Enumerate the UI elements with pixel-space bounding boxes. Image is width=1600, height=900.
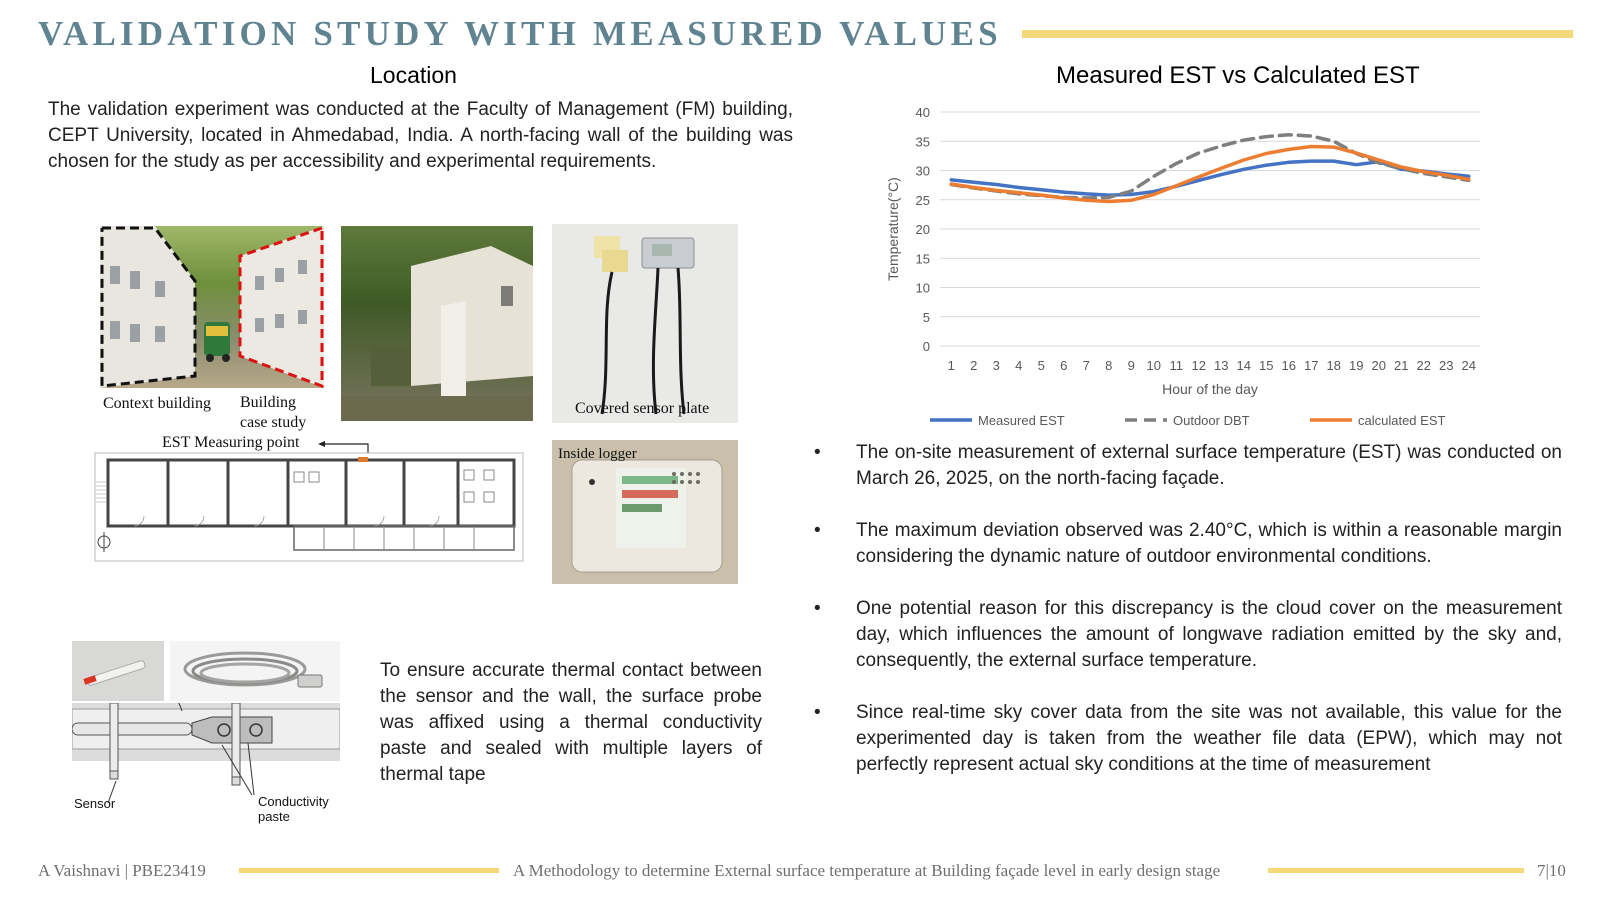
y-tick-label: 5	[922, 309, 930, 325]
finding-item	[812, 596, 1562, 674]
x-tick-label: 22	[1416, 358, 1431, 373]
footer-rule-right	[1268, 868, 1524, 873]
finding-item	[812, 518, 1562, 570]
context-building-label: Context building	[103, 395, 211, 412]
building-case-label-line2: case study	[240, 414, 307, 431]
location-heading: Location	[370, 62, 457, 88]
x-axis-label: Hour of the day	[1162, 381, 1258, 397]
finding-text: The on-site measurement of external surface temperature (EST) was conducted on March 26, 2025, on the north-facing façade.	[856, 442, 1562, 489]
x-tick-label: 21	[1394, 358, 1409, 373]
bullet-icon: •	[814, 702, 821, 723]
est-measuring-point-label: EST Measuring point	[162, 434, 300, 451]
covered-sensor-plate-label: Covered sensor plate	[575, 400, 710, 417]
x-tick-label: 7	[1082, 358, 1090, 373]
conductivity-paste-label-line2: paste	[258, 809, 290, 824]
legend-label: calculated EST	[1358, 413, 1446, 428]
finding-text: One potential reason for this discrepancy is the cloud cover on the measurement day, which influences the amount of longwave radiation emitted by the sky and, consequently, the external surface temperature.	[856, 598, 1562, 671]
y-tick-label: 20	[915, 222, 930, 237]
footer-subtitle: A Methodology to determine External surface temperature at Building façade level in early design stage	[513, 861, 1221, 880]
y-tick-label: 35	[915, 134, 930, 150]
x-tick-label: 19	[1349, 358, 1364, 373]
x-tick-label: 18	[1326, 358, 1341, 373]
finding-text: Since real-time sky cover data from the site was not available, this value for the experimented day is taken from the weather file data (EPW), which may not perfectly represent actual sky conditions at the time of measurement	[856, 702, 1562, 775]
x-tick-label: 11	[1169, 358, 1183, 373]
bullet-icon: •	[814, 520, 821, 541]
x-tick-label: 23	[1439, 358, 1454, 373]
building-case-label-line1: Building	[240, 394, 297, 411]
x-tick-label: 5	[1037, 358, 1045, 373]
page-number: 7|10	[1537, 861, 1566, 880]
y-tick-label: 10	[915, 280, 930, 296]
x-tick-label: 4	[1015, 358, 1023, 373]
bullet-icon: •	[814, 598, 821, 619]
y-tick-label: 15	[915, 251, 930, 267]
line-chart	[880, 100, 1520, 440]
x-tick-label: 24	[1461, 358, 1476, 373]
y-tick-label: 25	[915, 192, 930, 208]
y-tick-label: 0	[922, 339, 930, 354]
north-wall-photo	[341, 226, 533, 421]
inside-logger-label: Inside logger	[558, 446, 637, 462]
location-paragraph: The validation experiment was conducted at the Faculty of Management (FM) building, CEPT University, located in Ahmedabad, India. A north-facing wall of the building was chosen for the study as per accessibility and experimental requirements.	[48, 99, 793, 172]
finding-item	[812, 440, 1562, 492]
slide-title: VALIDATION STUDY WITH MEASURED VALUES	[38, 14, 1002, 53]
sensor-plate-photo	[552, 224, 738, 423]
x-tick-label: 17	[1304, 358, 1319, 373]
x-tick-label: 1	[947, 358, 955, 373]
chart-title: Measured EST vs Calculated EST	[1056, 62, 1420, 89]
footer-rule-left	[239, 868, 499, 873]
y-tick-label: 30	[915, 163, 930, 179]
x-tick-label: 20	[1371, 358, 1386, 373]
context-photo	[100, 226, 324, 388]
y-tick-label: 40	[915, 105, 930, 120]
probe-paste-photo	[72, 641, 164, 701]
findings-list	[812, 440, 1562, 804]
series-line-3	[951, 147, 1469, 202]
x-tick-label: 14	[1236, 358, 1251, 373]
legend-label: Measured EST	[978, 413, 1065, 428]
x-tick-label: 15	[1259, 358, 1274, 373]
x-tick-label: 9	[1127, 358, 1135, 373]
title-rule	[1022, 30, 1573, 38]
conductivity-paste-label-line1: Conductivity	[258, 794, 329, 809]
finding-item	[812, 700, 1562, 778]
x-tick-label: 8	[1105, 358, 1113, 373]
x-tick-label: 12	[1191, 358, 1206, 373]
probe-paragraph: To ensure accurate thermal contact between the sensor and the wall, the surface probe was affixed using a thermal conductivity paste and sealed with multiple layers of thermal tape	[380, 660, 762, 785]
x-tick-label: 10	[1146, 358, 1161, 373]
x-tick-label: 3	[992, 358, 1000, 373]
x-tick-label: 16	[1281, 358, 1296, 373]
finding-text: The maximum deviation observed was 2.40°C, which is within a reasonable margin considering the dynamic nature of outdoor environmental conditions.	[856, 520, 1562, 567]
bullet-icon: •	[814, 442, 821, 463]
sensor-label: Sensor	[74, 796, 116, 811]
floor-plan	[94, 452, 524, 562]
x-tick-label: 2	[970, 358, 978, 373]
x-tick-label: 13	[1214, 358, 1229, 373]
x-tick-label: 6	[1060, 358, 1068, 373]
y-axis-label: Temperature(°C)	[885, 177, 901, 281]
legend-label: Outdoor DBT	[1173, 413, 1250, 428]
probe-cable-photo	[170, 641, 340, 701]
footer-author: A Vaishnavi | PBE23419	[38, 861, 206, 880]
